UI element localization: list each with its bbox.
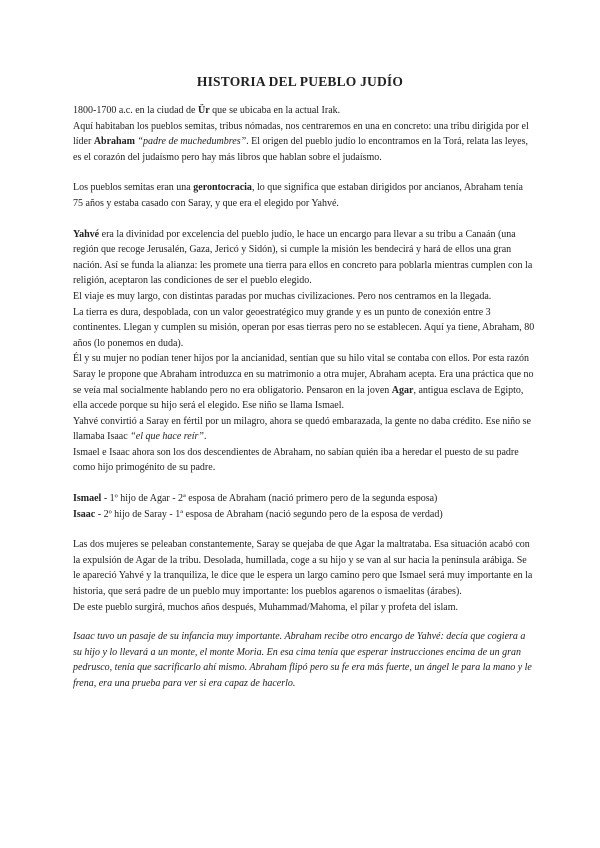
paragraph-islam: De este pueblo surgirá, muchos años después, Muhammad/Mahoma, el pilar y profeta del islam. — [73, 601, 458, 613]
text-run: Los pueblos semitas eran una — [73, 182, 194, 194]
paragraph-journey: El viaje es muy largo, con distintas paradas por muchas civilizaciones. Pero nos centramos en la llegada. — [73, 290, 492, 302]
paragraph-land: La tierra es dura, despoblada, con un valor geoestratégico muy grande y es un punto de conexión entre 3 continentes. Llegan y cumplen su misión, operan por esas tierras pero no se establecen. Aquí ya tiene, Abraham, 80 años (lo ponemos en duda). — [73, 306, 535, 349]
italic-quote: “padre de muchedumbres” — [134, 136, 247, 148]
bold-term: gerontocracia — [193, 182, 252, 194]
paragraph-isaac-birth — [73, 414, 535, 445]
paragraph-yahve — [73, 227, 535, 289]
son-isaac-line — [73, 507, 535, 523]
text-run: 1800-1700 a.c. en la ciudad de — [73, 105, 198, 116]
bold-term: Abraham — [93, 136, 135, 148]
paragraph-heirs: Ismael e Isaac ahora son los dos descendientes de Abraham, no sabían quién iba a heredar el puesto de su padre como hijo primogénito de su padre. — [73, 446, 519, 474]
text-run: Aquí habitaban los pueblos semitas, tribus nómadas, nos centraremos en una en concreto: una tribu dirigida por el líder — [73, 120, 529, 148]
text-run: - 1º hijo de Agar - 2ª esposa de Abraham (nació primero pero de la segunda esposa) — [101, 493, 438, 505]
italic-quote: “el que hace reír” — [130, 431, 204, 443]
bold-term: Ür — [197, 105, 210, 116]
document-body — [73, 103, 535, 692]
text-run: , lo que significa que estaban dirigidos por ancianos, Abraham tenía 75 años y estaba casado con Saray, y que era el elegido por Yahvé. — [73, 182, 523, 209]
text-run: Yahvé convirtió a Saray en fértil por un milagro, ahora se quedó embarazada, la gente no daba crédito. Ese niño se llamaba Isaac — [73, 415, 531, 443]
text-run: . El origen del pueblo judío lo encontramos en la Torá, relata las leyes, es el corazón del judaísmo pero hay más libros que hablan sobre el judaísmo. — [73, 136, 528, 163]
paragraph-semitic-tribes — [73, 119, 535, 166]
text-run: que se ubicaba en la actual Irak. — [209, 105, 341, 116]
bold-term: Yahvé — [73, 228, 100, 240]
text-run: Él y su mujer no podían tener hijos por la ancianidad, sentían que su hilo vital se contaba con ellos. Por esta razón Saray le propone que Abraham introduzca en su matrimonio a otra mujer, Abraham acepta. Era una práctica que no se veía mal socialmente hablando pero no era obligatorio. Pensaron en la joven — [73, 353, 534, 396]
text-run: . — [203, 431, 207, 443]
bold-term: Isaac — [73, 508, 96, 520]
paragraph-expulsion: Las dos mujeres se peleaban constantemente, Saray se quejaba de que Agar la maltrataba. Esa situación acabó con la expulsión de Agar de la tribu. Desolada, humillada, coge a su hijo y se van al sur hacia la península arábiga. Se le apareció Yahvé y la tranquiliza, le dice que le espera un largo camino pero que Ismael será muy importante en la historia, que será padre de un pueblo muy importante: los pueblos agarenos o ismaelitas (árabes). — [73, 539, 533, 598]
paragraph-origin — [73, 103, 535, 119]
paragraph-moria: Isaac tuvo un pasaje de su infancia muy importante. Abraham recibe otro encargo de Yahvé: decía que cogiera a su hijo y lo llevará a un monte, el monte Moria. En esa cima tenía que esperar instrucciones encima de un gran pedrusco, tenía que sacrificarlo ahí mismo. Abraham flipó pero su fe era más fuerte, un ángel le para la mano y le frena, era una prueba para ver si era capaz de hacerlo. — [73, 631, 532, 689]
paragraph-gerontocracy — [73, 180, 535, 211]
text-run: era la divinidad por excelencia del pueblo judío, le hace un encargo para llevar a su tribu a Canaán (una región que recoge Jerusalén, Gaza, Jericó y Sidón), si cumple la misión les bendecirá y hará de ellos una gran nación. Así se funda la alianza: les promete una tierra para ellos en concreto para poblarla mientras cumplen con la religión, aceptaron las condiciones de ser el pueblo elegido. — [73, 228, 533, 287]
text-run: - 2º hijo de Saray - 1ª esposa de Abraham (nació segundo pero de la esposa de verdad) — [95, 508, 443, 520]
son-ismael-line — [73, 491, 535, 507]
bold-term: Ismael — [73, 493, 102, 505]
paragraph-agar — [73, 351, 535, 413]
text-run: , antigua esclava de Egipto, ella accede porque su hijo será el elegido. Ese niño se llama Ismael. — [73, 384, 524, 412]
page-title: HISTORIA DEL PUEBLO JUDÍO — [196, 74, 404, 89]
bold-term: Agar — [391, 384, 414, 396]
